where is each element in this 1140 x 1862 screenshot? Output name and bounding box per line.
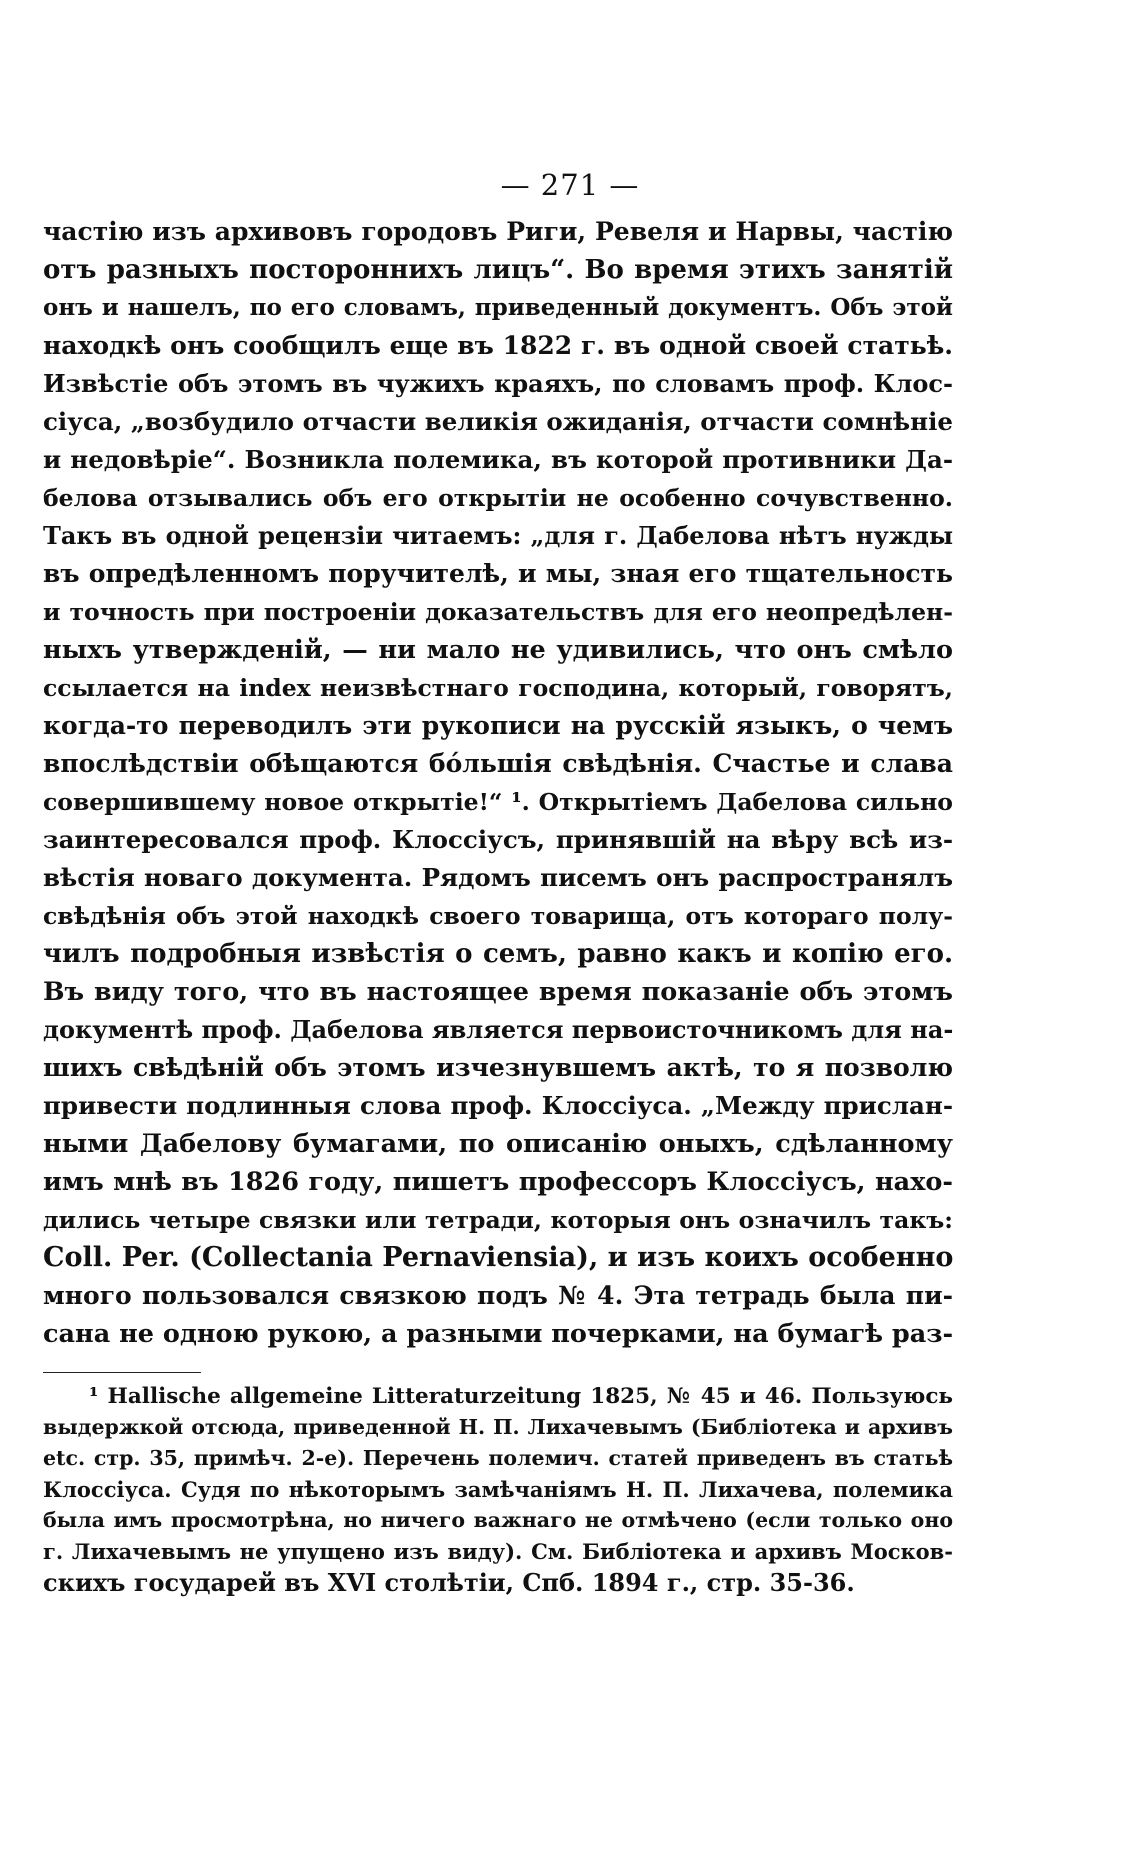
footnotes [43, 1381, 953, 1598]
body-line: свѣдѣнія объ этой находкѣ своего товарища, отъ котораго полу- [43, 902, 953, 930]
footnote-line: etc. стр. 35, примѣч. 2-е). Перечень полемич. статей приведенъ въ статьѣ [43, 1446, 953, 1470]
body-line: въ опредѣленномъ поручителѣ, и мы, зная его тщательность [43, 559, 953, 588]
footnote-line: г. Лихачевымъ не упущено изъ виду). См. Библіотека и архивъ Москов- [43, 1539, 953, 1564]
footnote-line: была имъ просмотрѣна, но ничего важнаго не отмѣчено (если только оно [43, 1508, 953, 1532]
footnote-line: Клоссіуса. Судя по нѣкоторымъ замѣчаніямъ Н. П. Лихачева, полемика [43, 1477, 953, 1502]
body-line: ныхъ утвержденій, — ни мало не удивились, что онъ смѣло [43, 635, 953, 665]
body-line: сіуса, „возбудило отчасти великія ожиданія, отчасти сомнѣніе [43, 407, 953, 436]
body-line: Извѣстіе объ этомъ въ чужихъ краяхъ, по словамъ проф. Клос- [43, 369, 953, 398]
body-line: и недовѣріе“. Возникла полемика, въ которой противники Да- [43, 445, 953, 474]
body-line: совершившему новое открытіе!“ ¹. Открытіемъ Дабелова сильно [43, 788, 953, 816]
body-line: находкѣ онъ сообщилъ еще въ 1822 г. въ одной своей статьѣ. [43, 331, 953, 360]
page-number: — 271 — [500, 168, 640, 202]
body-line: сана не одною рукою, а разными почерками, на бумагѣ раз- [43, 1319, 953, 1349]
body-line: ссылается на index неизвѣстнаго господина, который, говорятъ, [43, 674, 953, 702]
body-line: много пользовался связкою подъ № 4. Эта тетрадь была пи- [43, 1281, 953, 1310]
body-line: шихъ свѣдѣній объ этомъ изчезнувшемъ актѣ, то я позволю [43, 1053, 953, 1082]
body-line: имъ мнѣ въ 1826 году, пишетъ профессоръ Клоссіусъ, нахо- [43, 1167, 953, 1197]
body-line: Coll. Per. (Collectania Pernaviensia), и изъ коихъ особенно [43, 1242, 953, 1273]
footnote-line: выдержкой отсюда, приведенной Н. П. Лихачевымъ (Библіотека и архивъ [43, 1415, 953, 1439]
body-line: онъ и нашелъ, по его словамъ, приведенный документъ. Объ этой [43, 294, 953, 321]
body-line: когда-то переводилъ эти рукописи на русскій языкъ, о чемъ [43, 711, 953, 740]
body-text [43, 213, 953, 1353]
footnote-separator [43, 1372, 201, 1373]
body-line: чилъ подробныя извѣстія о семъ, равно какъ и копію его. [43, 939, 953, 969]
footnote-line: ¹ Hallische allgemeine Litteraturzeitung 1825, № 45 и 46. Пользуюсь [89, 1384, 953, 1409]
body-line: частію изъ архивовъ городовъ Риги, Ревеля и Нарвы, частію [43, 217, 953, 246]
body-line: отъ разныхъ постороннихъ лицъ“. Во время этихъ занятій [43, 255, 953, 285]
footnote-line: скихъ государей въ XVI столѣтіи, Спб. 1894 г., стр. 35-36. [43, 1568, 855, 1597]
body-line: ными Дабелову бумагами, по описанію оныхъ, сдѣланному [43, 1129, 953, 1159]
body-line: Такъ въ одной рецензіи читаемъ: „для г. Дабелова нѣтъ нужды [43, 521, 953, 550]
body-line: документѣ проф. Дабелова является первоисточникомъ для на- [43, 1015, 953, 1044]
body-line: и точность при построеніи доказательствъ для его неопредѣлен- [43, 598, 953, 626]
body-line: вѣстія новаго документа. Рядомъ писемъ онъ распространялъ [43, 863, 953, 892]
body-line: заинтересовался проф. Клоссіусъ, принявшій на вѣру всѣ из- [43, 825, 953, 854]
body-line: Въ виду того, что въ настоящее время показаніе объ этомъ [43, 977, 953, 1007]
body-line: впослѣдствіи обѣщаются бóльшія свѣдѣнія. Счастье и слава [43, 749, 953, 778]
body-line: привести подлинныя слова проф. Клоссіуса. „Между прислан- [43, 1091, 953, 1120]
body-line: дились четыре связки или тетради, которыя онъ означилъ такъ: [43, 1206, 953, 1234]
body-line: белова отзывались объ его открытіи не особенно сочувственно. [43, 484, 953, 512]
